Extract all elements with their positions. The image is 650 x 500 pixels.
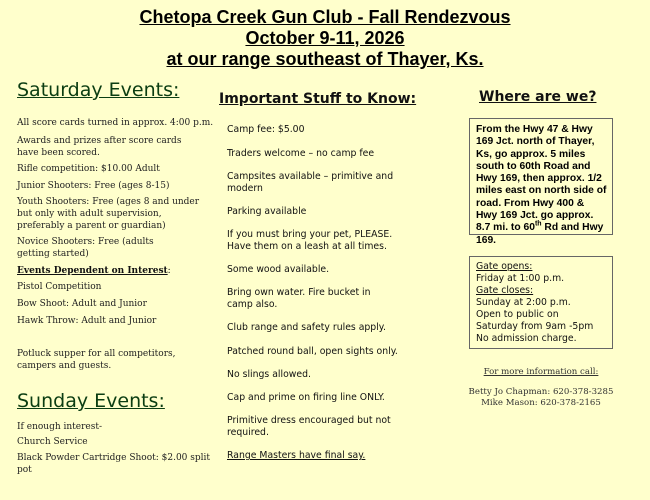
important-heading: Important Stuff to Know: — [219, 91, 417, 107]
sunday-heading: Sunday Events: — [17, 390, 165, 412]
important-item-7: Club range and safety rules apply. — [227, 322, 386, 333]
gate-open-public: Open to public on Saturday from 9am -5pm — [476, 309, 594, 332]
important-item-8: Patched round ball, open sights only. — [227, 346, 398, 357]
gate-opens-value: Friday at 1:00 p.m. — [476, 273, 565, 284]
title-line-1: Chetopa Creek Gun Club - Fall Rendezvous — [139, 7, 511, 27]
saturday-item-4: Youth Shooters: Free (ages 8 and under but only with adult supervision, preferably a parent or guardian) — [17, 197, 200, 231]
gate-opens-label: Gate opens: — [476, 261, 533, 272]
saturday-item-5: Novice Shooters: Free (adults getting started) — [17, 237, 154, 259]
where-heading: Where are we? — [479, 89, 597, 105]
saturday-item-0: All score cards turned in approx. 4:00 p.m. — [17, 118, 214, 128]
title-line-3: at our range southeast of Thayer, Ks. — [166, 49, 484, 69]
important-item-11: Primitive dress encouraged but not required. — [227, 415, 391, 438]
contact-heading: For more information call: — [483, 367, 599, 377]
saturday-item-2: Rifle competition: $10.00 Adult — [17, 164, 160, 174]
gate-closes-value: Sunday at 2:00 p.m. — [476, 297, 571, 308]
important-item-2: Campsites available – primitive and modern — [227, 171, 394, 194]
contact-line-0: Betty Jo Chapman: 620-378-3285 — [468, 387, 614, 397]
gate-box — [469, 256, 613, 349]
directions-main: From the Hwy 47 & Hwy 169 Jct. north of Thayer, Ks, go approx. 5 miles south to 60th Road and Hwy 169, then approx. 1/2 miles east on north side of road. From Hwy 400 & Hwy 169 Jct. go approx. 8.7 mi. to 60 — [476, 124, 607, 234]
interest-item-2: Hawk Throw: Adult and Junior — [17, 316, 157, 326]
sunday-item-0: If enough interest- — [17, 422, 103, 432]
important-item-10: Cap and prime on firing line ONLY. — [227, 392, 385, 403]
sunday-item-1: Church Service — [17, 437, 88, 447]
interest-item-0: Pistol Competition — [17, 282, 102, 292]
important-item-0: Camp fee: $5.00 — [227, 124, 305, 135]
directions-end: Rd and Hwy 169. — [476, 222, 604, 246]
potluck-text: Potluck supper for all competitors, campers and guests. — [17, 349, 176, 371]
important-item-6: Bring own water. Fire bucket in camp also. — [227, 287, 371, 310]
saturday-heading: Saturday Events: — [17, 79, 180, 101]
saturday-item-3: Junior Shooters: Free (ages 8-15) — [17, 181, 170, 191]
important-item-1: Traders welcome – no camp fee — [227, 148, 375, 159]
gate-closes-label: Gate closes: — [476, 285, 534, 296]
interest-heading — [17, 265, 217, 277]
directions-text — [476, 124, 607, 247]
important-item-9: No slings allowed. — [227, 369, 311, 380]
title-line-2: October 9-11, 2026 — [245, 28, 405, 48]
saturday-item-1: Awards and prizes after score cards have been scored. — [17, 136, 182, 158]
sunday-item-2: Black Powder Cartridge Shoot: $2.00 split pot — [17, 453, 211, 475]
interest-item-1: Bow Shoot: Adult and Junior — [17, 299, 147, 309]
important-item-4: If you must bring your pet, PLEASE. Have them on a leash at all times. — [227, 229, 393, 252]
contact-line-1: Mike Mason: 620-378-2165 — [481, 398, 601, 408]
directions-box — [469, 118, 613, 246]
important-item-3: Parking available — [227, 206, 307, 217]
important-final: Range Masters have final say. — [227, 450, 366, 461]
interest-colon: : — [167, 266, 171, 276]
gate-no-charge: No admission charge. — [476, 333, 577, 344]
interest-label: Events Dependent on Interest — [17, 266, 168, 276]
important-item-5: Some wood available. — [227, 264, 330, 275]
directions-sup: th — [534, 220, 542, 228]
